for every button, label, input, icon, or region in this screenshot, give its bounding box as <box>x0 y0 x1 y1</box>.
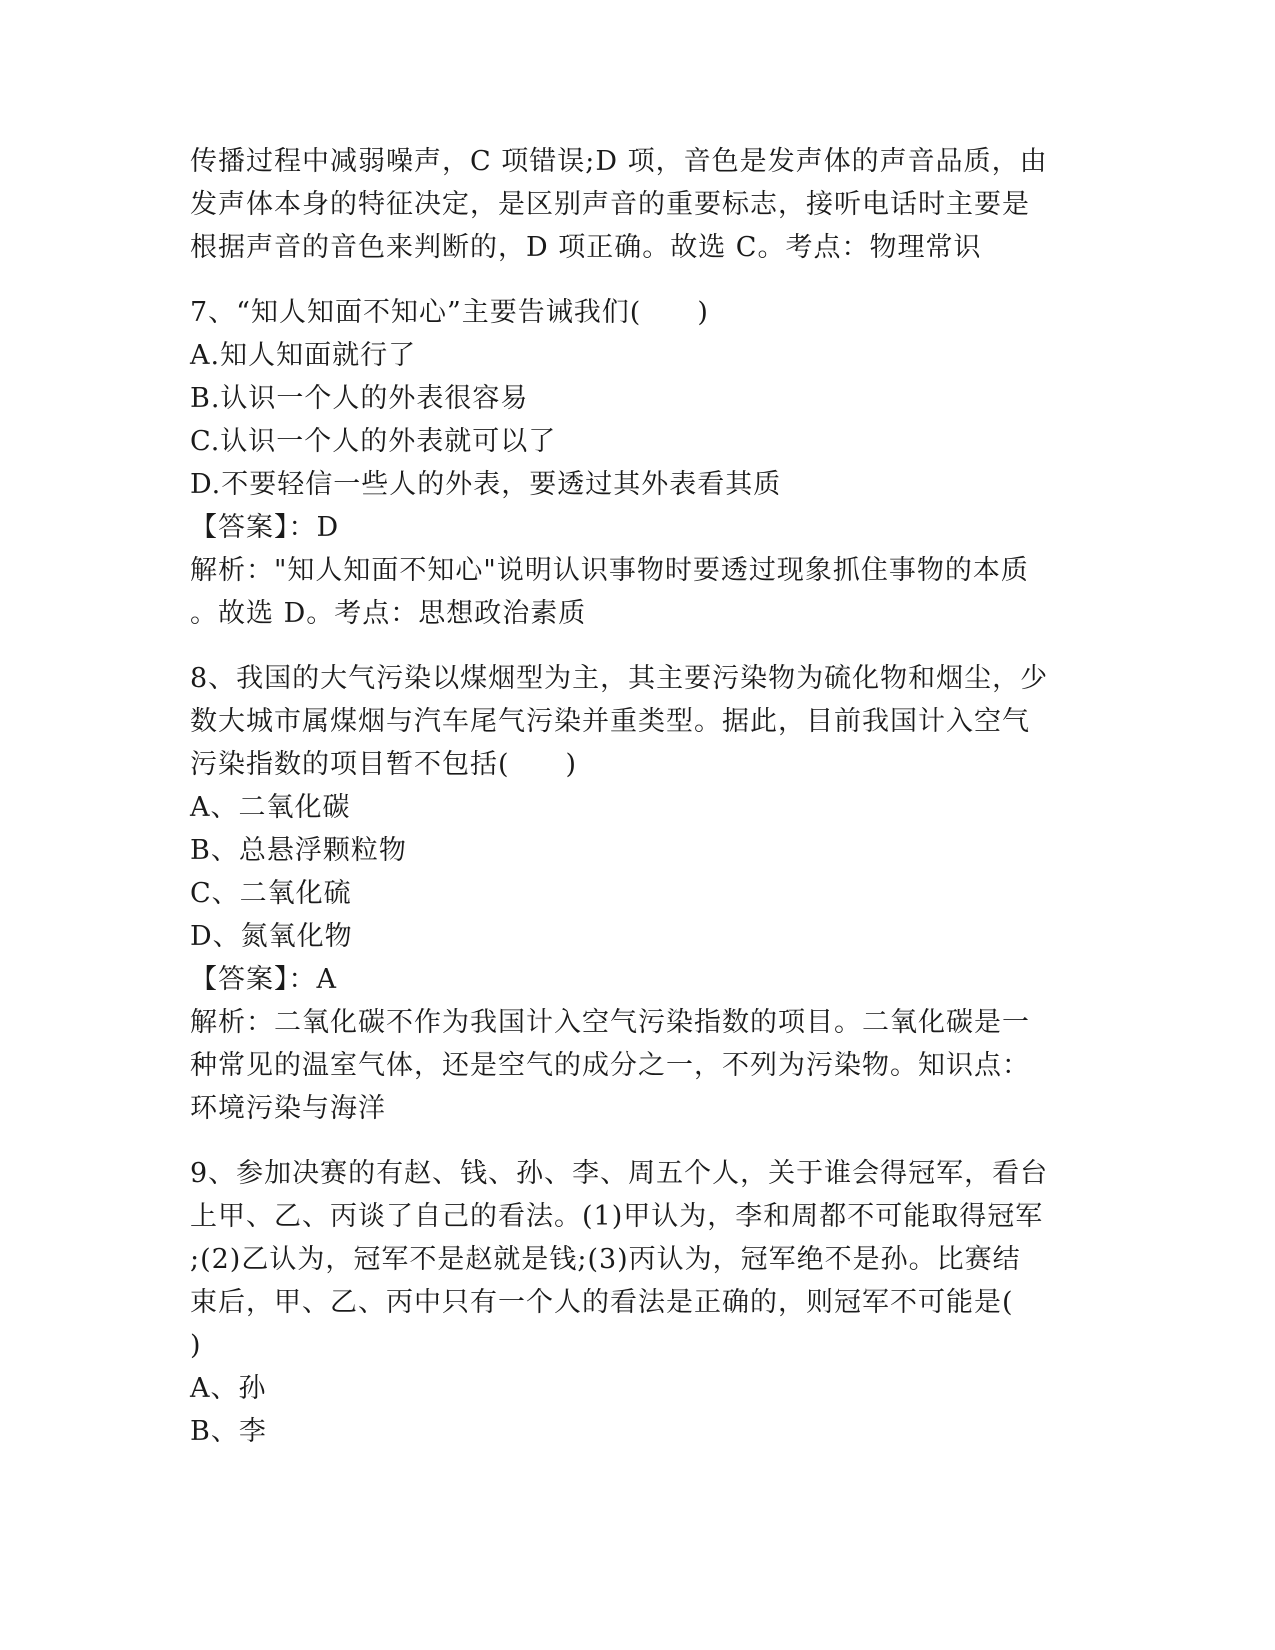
option-d: D.不要轻信一些人的外表，要透过其外表看其质 <box>190 469 782 500</box>
previous-analysis-continuation <box>190 140 1090 269</box>
question-text: 8、我国的大气污染以煤烟型为主，其主要污染物为硫化物和烟尘，少 <box>190 663 1049 694</box>
answer-line: 【答案】：D <box>190 512 340 543</box>
text-line: 根据声音的音色来判断的，D 项正确。故选 C。考点：物理常识 <box>190 232 982 263</box>
option-a: A、二氧化碳 <box>190 792 351 823</box>
analysis-line: 解析：二氧化碳不作为我国计入空气污染指数的项目。二氧化碳是一 <box>190 1007 1030 1038</box>
question-text: ;(2)乙认为，冠军不是赵就是钱;(3)丙认为，冠军绝不是孙。比赛结 <box>190 1244 1021 1275</box>
option-d: D、氮氧化物 <box>190 921 353 952</box>
analysis-line: 种常见的温室气体，还是空气的成分之一，不列为污染物。知识点： <box>190 1050 1030 1081</box>
analysis-line: 。故选 D。考点：思想政治素质 <box>190 598 587 629</box>
option-b: B、李 <box>190 1416 267 1447</box>
question-text: 污染指数的项目暂不包括( ) <box>190 749 578 780</box>
question-8 <box>190 657 1090 1130</box>
question-text: ) <box>190 1330 202 1361</box>
text-line: 发声体本身的特征决定，是区别声音的重要标志，接听电话时主要是 <box>190 189 1030 220</box>
option-a: A、孙 <box>190 1373 267 1404</box>
option-c: C、二氧化硫 <box>190 878 352 909</box>
answer-line: 【答案】：A <box>190 964 337 995</box>
question-9 <box>190 1152 1090 1453</box>
question-text: 上甲、乙、丙谈了自己的看法。(1)甲认为，李和周都不可能取得冠军 <box>190 1201 1044 1232</box>
text-line: 传播过程中减弱噪声，C 项错误;D 项，音色是发声体的声音品质，由 <box>190 146 1048 177</box>
option-b: B、总悬浮颗粒物 <box>190 835 407 866</box>
question-text: 7、“知人知面不知心”主要告诫我们( ) <box>190 297 709 328</box>
analysis-line: 解析："知人知面不知心"说明认识事物时要透过现象抓住事物的本质 <box>190 555 1029 586</box>
question-7 <box>190 291 1090 635</box>
analysis-line: 环境污染与海洋 <box>190 1093 386 1124</box>
option-b: B.认识一个人的外表很容易 <box>190 383 529 414</box>
question-text: 数大城市属煤烟与汽车尾气污染并重类型。据此，目前我国计入空气 <box>190 706 1030 737</box>
document-page <box>190 140 1090 1453</box>
option-a: A.知人知面就行了 <box>190 340 417 371</box>
question-text: 9、参加决赛的有赵、钱、孙、李、周五个人，关于谁会得冠军，看台 <box>190 1158 1049 1189</box>
question-text: 束后，甲、乙、丙中只有一个人的看法是正确的，则冠军不可能是( <box>190 1287 1014 1318</box>
option-c: C.认识一个人的外表就可以了 <box>190 426 557 457</box>
